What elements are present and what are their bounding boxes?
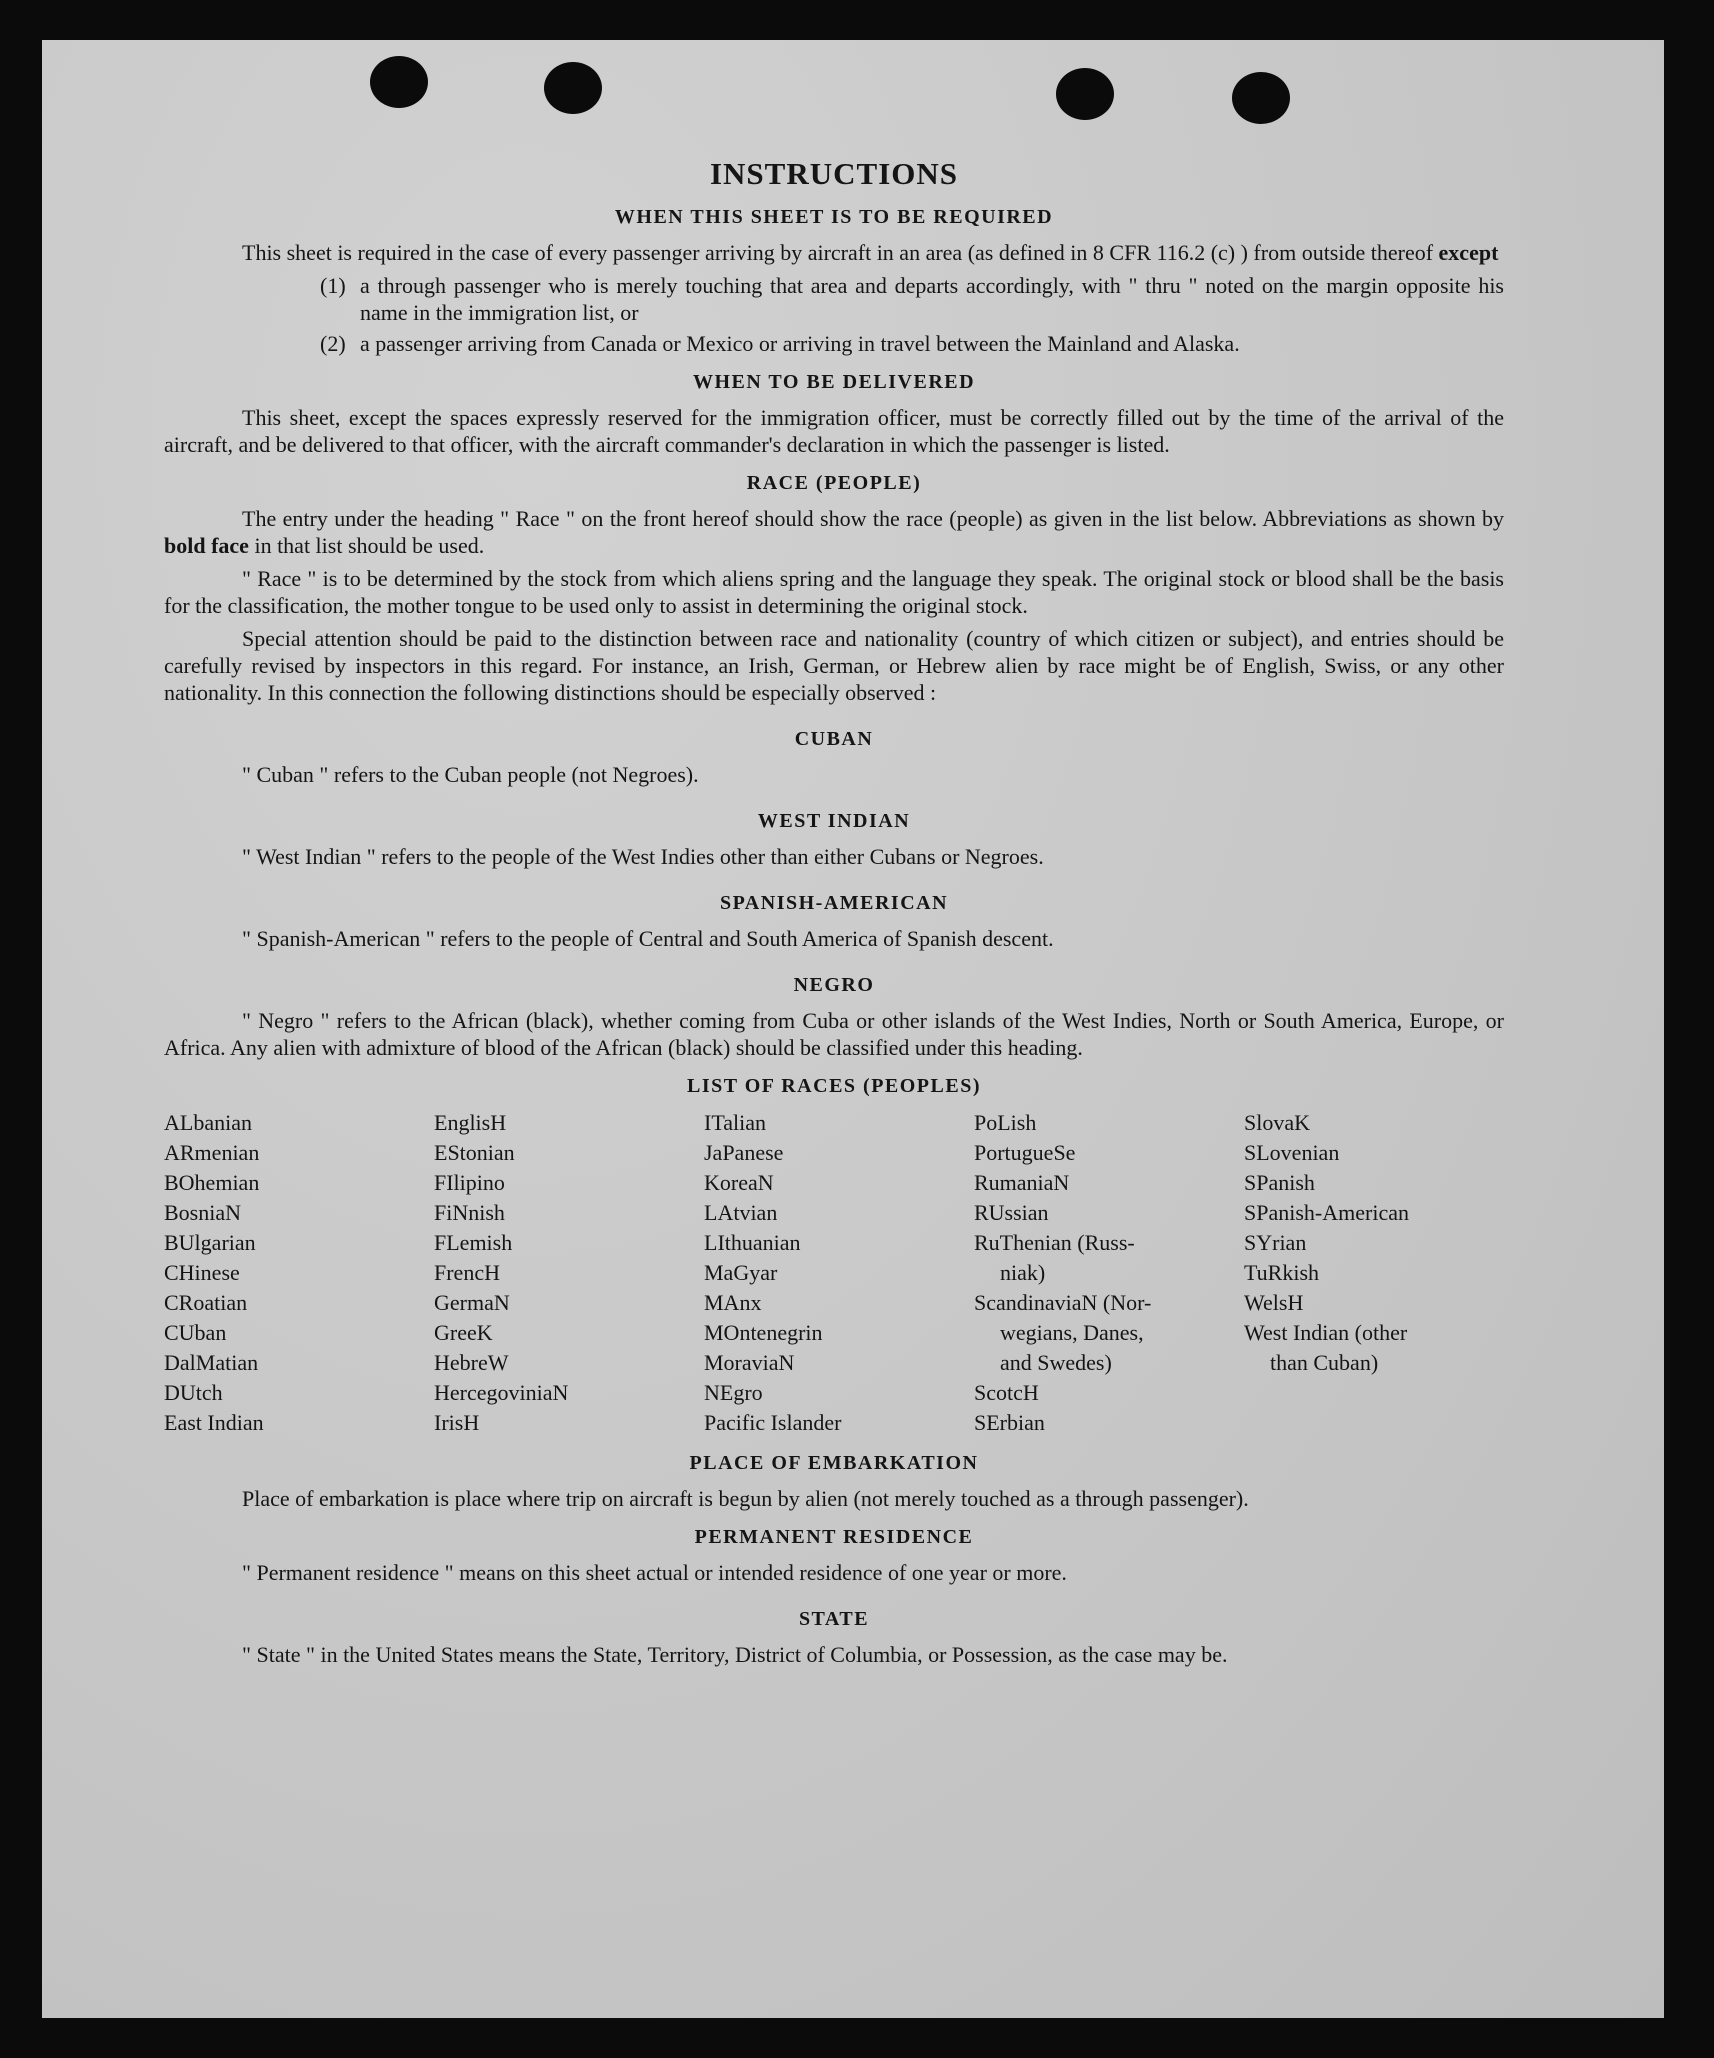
race-list [164,1108,1504,1438]
race-item: KoreaN [704,1170,774,1195]
section-heading: WEST INDIAN [757,810,911,832]
race-column [974,1108,1244,1438]
race-item: WelsH [1244,1290,1304,1315]
paragraph: " Race " is to be determined by the stock from which aliens spring and the language they speak. The original stock or blood shall be the basis for the classification, the mother tongue to be used only to assist in determining the original stock. [164,566,1504,618]
race-item: ITalian [704,1110,766,1135]
race-item: MaGyar [704,1260,778,1285]
race-item: CRoatian [164,1290,248,1315]
paragraph: " Cuban " refers to the Cuban people (not Negroes). [242,762,699,787]
section-heading: SPANISH-AMERICAN [719,892,949,914]
section-heading: NEGRO [793,974,875,996]
race-item: RuThenian (Russ- [974,1230,1135,1255]
race-item: SYrian [1244,1230,1307,1255]
race-item: SPanish-American [1244,1200,1409,1225]
race-item: MoraviaN [704,1350,795,1375]
paragraph: " Spanish-American " refers to the people of Central and South America of Spanish descent. [242,926,1054,951]
race-item: SErbian [974,1410,1045,1435]
race-item: FiNnish [434,1200,505,1225]
race-item: FIlipino [434,1170,505,1195]
race-item: JaPanese [704,1140,784,1165]
race-item: HercegoviniaN [434,1380,569,1405]
race-column [434,1108,704,1438]
race-item: GreeK [434,1320,493,1345]
section-heading: PERMANENT RESIDENCE [694,1526,974,1548]
race-item: West Indian (other [1244,1320,1408,1345]
race-item: CUban [164,1320,227,1345]
race-item: wegians, Danes, [1000,1320,1144,1345]
race-item: BosniaN [164,1200,241,1225]
race-item: ARmenian [164,1140,260,1165]
enumerated-item: (1) a through passenger who is merely touching that area and departs accordingly, with " thru " noted on the margin opposite his name in the immigration list, or [320,273,1504,325]
enumerated-item: (2) a passenger arriving from Canada or Mexico or arriving in travel between the Mainland and Alaska. [320,331,1240,356]
paragraph: This sheet, except the spaces expressly reserved for the immigration officer, must be correctly filled out by the time of the arrival of the aircraft, and be delivered to that officer, with the aircraft commander's declaration in which the passenger is listed. [164,405,1504,457]
race-item: Pacific Islander [704,1410,842,1435]
race-item: ALbanian [164,1110,252,1135]
punch-hole [544,62,602,114]
section-heading: STATE [798,1608,870,1630]
section-heading: WHEN TO BE DELIVERED [692,371,976,393]
section-heading: LIST OF RACES (PEOPLES) [686,1075,981,1097]
race-item: BOhemian [164,1170,260,1195]
paragraph: " Permanent residence " means on this sheet actual or intended residence of one year or more. [242,1560,1067,1585]
race-item: FLemish [434,1230,513,1255]
race-item: MAnx [704,1290,762,1315]
race-item: ScotcH [974,1380,1039,1405]
race-item: RumaniaN [974,1170,1070,1195]
race-item: BUlgarian [164,1230,256,1255]
race-item: DalMatian [164,1350,259,1375]
race-item: and Swedes) [1000,1350,1112,1375]
race-item: TuRkish [1244,1260,1320,1285]
punch-hole [1056,68,1114,120]
paragraph: " West Indian " refers to the people of the West Indies other than either Cubans or Negroes. [242,844,1044,869]
race-item: MOntenegrin [704,1320,823,1345]
section-heading: PLACE OF EMBARKATION [689,1452,979,1474]
race-item: CHinese [164,1260,240,1285]
race-item: FrencH [434,1260,500,1285]
race-item: EStonian [434,1140,515,1165]
punch-hole [1232,72,1290,124]
race-item: niak) [1000,1260,1046,1285]
page-title: INSTRUCTIONS [709,156,958,191]
paragraph: This sheet is required in the case of every passenger arriving by aircraft in an area (as defined in 8 CFR 116.2 (c) ) from outside thereof except [242,240,1499,265]
race-item: ScandinaviaN (Nor- [974,1290,1152,1315]
punch-hole [370,56,428,108]
paragraph: Place of embarkation is place where trip on aircraft is begun by alien (not merely touched as a through passenger). [242,1486,1249,1511]
race-item: GermaN [434,1290,510,1315]
race-item: HebreW [434,1350,509,1375]
race-item: East Indian [164,1410,264,1435]
race-item: SLovenian [1244,1140,1340,1165]
race-item: LIthuanian [704,1230,801,1255]
race-item: RUssian [974,1200,1049,1225]
race-item: LAtvian [704,1200,778,1225]
paragraph: " Negro " refers to the African (black), whether coming from Cuba or other islands of the West Indies, North or South America, Europe, or Africa. Any alien with admixture of blood of the African (black) should be classified under this heading. [164,1008,1504,1060]
section-heading: WHEN THIS SHEET IS TO BE REQUIRED [614,206,1054,228]
race-item: NEgro [704,1380,763,1405]
race-item: PoLish [974,1110,1037,1135]
race-column [1244,1108,1504,1438]
section-heading: RACE (PEOPLE) [746,472,922,494]
paragraph: " State " in the United States means the State, Territory, District of Columbia, or Possession, as the case may be. [242,1642,1228,1667]
race-item: SlovaK [1244,1110,1310,1135]
race-item: EnglisH [434,1110,507,1135]
paragraph: The entry under the heading " Race " on the front hereof should show the race (people) as given in the list below. Abbreviations as shown by bold face in that list should be used. [164,506,1504,558]
section-heading: CUBAN [794,728,874,750]
instructions-content [164,118,1504,1674]
race-item: than Cuban) [1270,1350,1379,1375]
race-item: IrisH [434,1410,480,1435]
race-column [704,1108,974,1438]
race-column [164,1108,434,1438]
race-item: PortugueSe [974,1140,1076,1165]
race-item: DUtch [164,1380,223,1405]
race-item: SPanish [1244,1170,1315,1195]
paragraph: Special attention should be paid to the distinction between race and nationality (country of which citizen or subject), and entries should be carefully revised by inspectors in this regard. For instance, an Irish, German, or Hebrew alien by race might be of English, Swiss, or any other nationality. In this connection the following distinctions should be especially observed : [164,626,1504,705]
